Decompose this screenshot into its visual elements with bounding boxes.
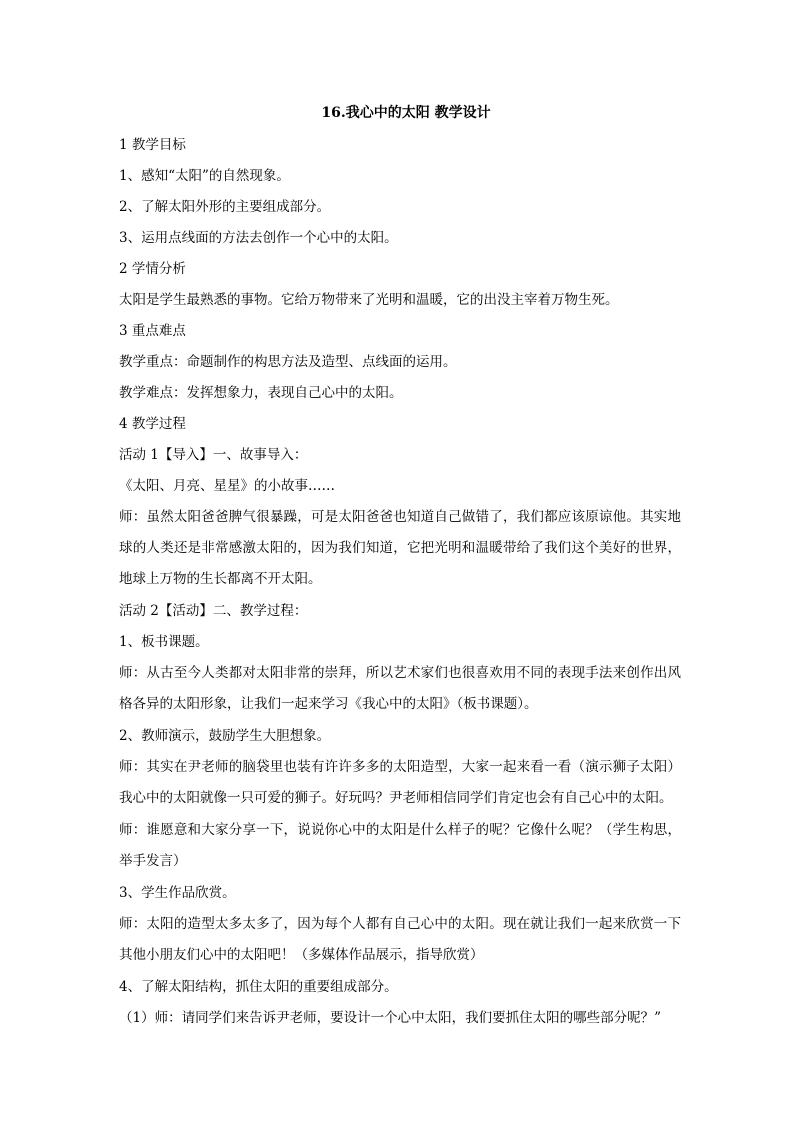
teacher-paragraph-5: 师：太阳的造型太多太多了，因为每个人都有自己心中的太阳。现在就让我们一起来欣赏一下其他小朋友们心中的太阳吧！（多媒体作品展示，指导欣赏） <box>119 916 681 963</box>
difficulty-text: 教学难点：发挥想象力，表现自己心中的太阳。 <box>119 385 403 401</box>
step-4-sub-1: （1）师：请同学们来告诉尹老师，要设计一个心中太阳，我们要抓住太阳的哪些部分呢？” <box>119 1010 661 1026</box>
analysis-text: 太阳是学生最熟悉的事物。它给万物带来了光明和温暖，它的出没主宰着万物生死。 <box>119 292 619 308</box>
step-1: 1、板书课题。 <box>119 634 209 650</box>
step-2: 2、教师演示，鼓励学生大胆想象。 <box>119 728 331 744</box>
document-page <box>119 104 681 1040</box>
teacher-paragraph-1: 师：虽然太阳爸爸脾气很暴躁，可是太阳爸爸也知道自己做错了，我们都应该原谅他。其实地球的人类还是非常感激太阳的，因为我们知道，它把光明和温暖带给了我们这个美好的世界，地球上万物的生长都离不开太阳。 <box>119 509 681 587</box>
teacher-paragraph-3: 师：其实在尹老师的脑袋里也装有许许多多的太阳造型，大家一起来看一看（演示狮子太阳）我心中的太阳就像一只可爱的狮子。好玩吗？尹老师相信同学们肯定也会有自己心中的太阳。 <box>119 759 681 806</box>
activity-1-heading: 活动 1【导入】一、故事导入： <box>119 447 308 463</box>
teacher-paragraph-2: 师：从古至今人类都对太阳非常的崇拜，所以艺术家们也很喜欢用不同的表现手法来创作出风格各异的太阳形象，让我们一起来学习《我心中的太阳》（板书课题）。 <box>119 665 681 712</box>
section-heading-analysis: 2 学情分析 <box>119 261 186 277</box>
step-4: 4、了解太阳结构，抓住太阳的重要组成部分。 <box>119 979 398 995</box>
document-title: 16.我心中的太阳 教学设计 <box>321 105 491 121</box>
objective-1: 1、感知“太阳”的自然现象。 <box>119 168 290 184</box>
objective-3: 3、运用点线面的方法去创作一个心中的太阳。 <box>119 230 398 246</box>
section-heading-process: 4 教学过程 <box>119 416 186 432</box>
activity-2-heading: 活动 2【活动】二、教学过程： <box>119 603 308 619</box>
objective-2: 2、了解太阳外形的主要组成部分。 <box>119 199 331 215</box>
step-3: 3、学生作品欣赏。 <box>119 885 236 901</box>
key-point-text: 教学重点：命题制作的构思方法及造型、点线面的运用。 <box>119 354 457 370</box>
teacher-paragraph-4: 师：谁愿意和大家分享一下，说说你心中的太阳是什么样子的呢？它像什么呢？（学生构思，举手发言） <box>119 822 681 869</box>
section-heading-key-points: 3 重点难点 <box>119 323 186 339</box>
story-title: 《太阳、月亮、星星》的小故事…… <box>119 478 335 494</box>
section-heading-objectives: 1 教学目标 <box>119 137 186 153</box>
